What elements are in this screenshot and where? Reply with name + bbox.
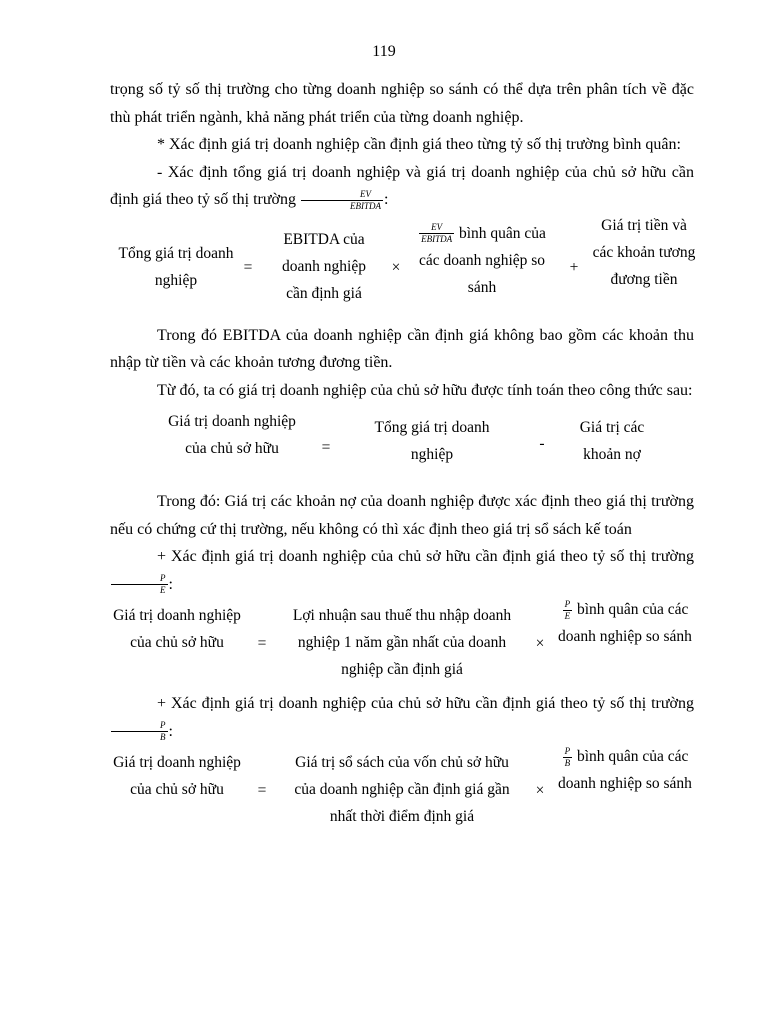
- fraction-numerator: P: [564, 598, 571, 609]
- fraction-denominator: E: [111, 584, 168, 596]
- paragraph-2: * Xác định giá trị doanh nghiệp cần định giá theo từng tỷ số thị trường bình quân:: [157, 136, 681, 153]
- fraction-denominator: B: [111, 731, 168, 743]
- fraction-ev-ebitda: [419, 222, 454, 245]
- fraction-p-e: [111, 573, 168, 596]
- formula3-profit-term: Lợi nhuận sau thuế thu nhập doanh nghiệp 1 năm gần nhất của doanh nghiệp cần định giá: [292, 607, 512, 678]
- paragraph-7-tail: :: [168, 575, 173, 593]
- formula2-equals: =: [321, 439, 331, 456]
- paragraph-3: [110, 159, 694, 214]
- page-content: [110, 76, 694, 837]
- formula4-book-value-term: Giá trị sổ sách của vốn chủ sở hữu của doanh nghiệp cần định giá gần nhất thời điểm định giá: [294, 754, 510, 825]
- formula4-lhs: Giá trị doanh nghiệp của chủ sở hữu: [113, 754, 241, 798]
- formula4-times: ×: [535, 782, 545, 799]
- paragraph-7-text: + Xác định giá trị doanh nghiệp của chủ sở hữu cần định giá theo tỷ số thị trường: [157, 548, 694, 565]
- formula1-ebitda-term: EBITDA của doanh nghiệp cần định giá: [282, 230, 366, 302]
- formula3-lhs: Giá trị doanh nghiệp của chủ sở hữu: [113, 607, 241, 651]
- paragraph-8-text: + Xác định giá trị doanh nghiệp của chủ sở hữu cần định giá theo tỷ số thị trường: [157, 695, 694, 712]
- paragraph-8-tail: :: [168, 722, 173, 740]
- fraction-denominator: EBITDA: [421, 234, 453, 245]
- paragraph-6: Trong đó: Giá trị các khoản nợ của doanh nghiệp được xác định theo giá thị trường nếu có chứng cứ thị trường, nếu không có thì xác định theo giá trị sổ sách kế toán: [110, 493, 694, 538]
- paragraph-7: [110, 543, 694, 598]
- formula1-equals: =: [243, 258, 253, 276]
- formula4-equals: =: [257, 782, 267, 799]
- formula3-multiple-label: bình quân của các doanh nghiệp so sánh: [558, 601, 692, 645]
- paragraph-5: Từ đó, ta có giá trị doanh nghiệp của chủ sở hữu được tính toán theo công thức sau:: [157, 381, 693, 399]
- paragraph-3-text: - Xác định tổng giá trị doanh nghiệp và giá trị doanh nghiệp của chủ sở hữu cần định giá theo tỷ số thị trường: [110, 163, 694, 208]
- fraction-p-b: [563, 746, 573, 769]
- fraction-numerator: EV: [360, 188, 372, 199]
- fraction-denominator: E: [564, 610, 571, 621]
- fraction-numerator: P: [160, 573, 166, 584]
- formula1-multiple-term: [412, 220, 552, 301]
- paragraph-1: trọng số tỷ số thị trường cho từng doanh nghiệp so sánh có thể dựa trên phân tích về đặc thù phát triển ngành, khả năng phát triển của từng doanh nghiệp.: [110, 81, 694, 126]
- paragraph-3-tail: :: [384, 191, 389, 208]
- fraction-denominator: B: [564, 757, 571, 768]
- formula-owner-equity-value: [110, 404, 694, 488]
- formula1-lhs: Tổng giá trị doanh nghiệp: [118, 244, 234, 289]
- page-number: 119: [372, 43, 396, 60]
- formula-total-enterprise-value: [110, 214, 694, 322]
- formula-pb-valuation: [110, 745, 694, 837]
- paragraph-4: Trong đó EBITDA của doanh nghiệp cần định giá không bao gồm các khoản thu nhập từ tiền và các khoản tương đương tiền.: [110, 326, 694, 371]
- formula3-equals: =: [257, 635, 267, 652]
- fraction-numerator: P: [160, 720, 166, 731]
- formula1-plus: +: [569, 258, 579, 276]
- fraction-numerator: EV: [431, 222, 443, 233]
- formula4-multiple-label: bình quân của các doanh nghiệp so sánh: [558, 748, 692, 792]
- formula3-multiple-term: [558, 596, 692, 650]
- formula1-times: ×: [391, 258, 401, 276]
- formula2-debt-term: Giá trị các khoản nợ: [579, 419, 645, 463]
- formula2-lhs: Giá trị doanh nghiệp của chủ sở hữu: [168, 413, 296, 457]
- paragraph-8: [110, 690, 694, 745]
- fraction-denominator: EBITDA: [301, 200, 383, 212]
- formula1-cash-term: Giá trị tiền và các khoản tương đương tiền: [592, 216, 696, 288]
- fraction-ev-ebitda: [301, 189, 383, 212]
- formula-pe-valuation: [110, 598, 694, 690]
- formula1-multiple-label: bình quân của các doanh nghiệp so sánh: [418, 224, 546, 296]
- fraction-numerator: P: [564, 745, 571, 756]
- fraction-p-e: [563, 599, 573, 622]
- formula2-minus: -: [539, 435, 545, 452]
- formula4-multiple-term: [558, 743, 692, 797]
- formula3-times: ×: [535, 635, 545, 652]
- formula2-total-value-term: Tổng giá trị doanh nghiệp: [374, 419, 490, 463]
- fraction-p-b: [111, 720, 168, 743]
